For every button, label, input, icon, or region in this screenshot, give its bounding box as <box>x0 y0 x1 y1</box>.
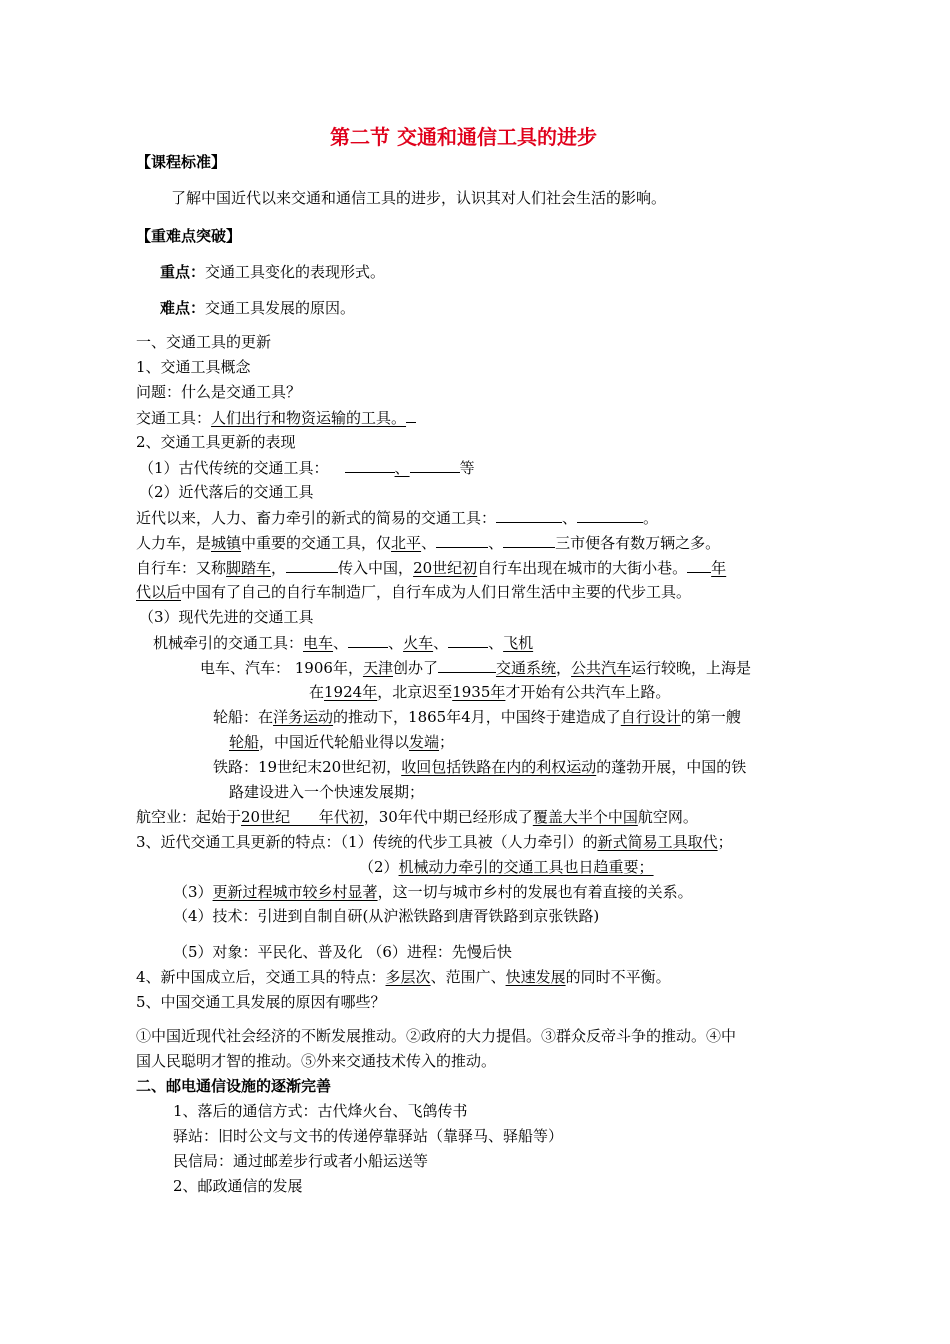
reasons-line-2: 国人民聪明才智的推动。⑤外来交通技术传入的推动。 <box>136 1052 497 1070</box>
tram-line: 电车、汽车： 1906年，天津创办了 交通系统，公共汽车运行较晚，上海是 <box>200 659 752 677</box>
ship-line: 轮船：在洋务运动的推动下，1865年4月，中国终于建造成了自行设计的第一艘 <box>213 708 741 726</box>
modern-simple-line: 近代以来，人力、畜力牵引的新式的简易的交通工具： 、 。 <box>136 509 659 527</box>
fill-blank[interactable] <box>410 457 460 473</box>
comm-line-1: 1、落后的通信方式：古代烽火台、飞鸽传书 <box>173 1102 468 1120</box>
fill-blank[interactable] <box>577 507 643 523</box>
railway-line-2: 路建设进入一个快速发展期； <box>229 783 425 801</box>
sub-heading: （3）现代先进的交通工具 <box>139 608 314 626</box>
comm-line-3: 民信局：通过邮差步行或者小船运送等 <box>173 1152 429 1170</box>
sub-heading: 1、交通工具概念 <box>136 358 251 376</box>
rickshaw-line: 人力车，是城镇中重要的交通工具，仅北平、 、 三市便各有数万辆之多。 <box>136 534 721 552</box>
railway-line: 铁路：19世纪末20世纪初，收回包括铁路在内的利权运动的蓬勃开展，中国的铁 <box>213 758 747 776</box>
curriculum-heading: 【课程标准】 <box>136 153 227 171</box>
question-line: 问题：什么是交通工具？ <box>136 383 302 401</box>
new-china-line: 4、新中国成立后，交通工具的特点：多层次、范围广、快速发展的同时不平衡。 <box>136 968 671 986</box>
fill-blank[interactable] <box>286 557 338 573</box>
tram-line-2: 在1924年，北京迟至1935年才开始有公共汽车上路。 <box>309 683 671 701</box>
bicycle-line-2: 代以后中国有了自己的自行车制造厂，自行车成为人们日常生活中主要的代步工具。 <box>136 583 692 601</box>
fill-blank[interactable] <box>496 507 562 523</box>
fill-blank[interactable] <box>687 557 711 573</box>
curriculum-text: 了解中国近代以来交通和通信工具的进步，认识其对人们社会生活的影响。 <box>171 189 667 207</box>
sub-heading: 2、交通工具更新的表现 <box>136 433 296 451</box>
fill-blank[interactable] <box>406 407 416 423</box>
fill-blank[interactable] <box>503 532 555 548</box>
fill-blank[interactable] <box>345 457 395 473</box>
section2-heading: 二、邮电通信设施的逐渐完善 <box>136 1077 332 1095</box>
features-line-5: （5）对象：平民化、普及化 （6）进程：先慢后快 <box>173 943 512 961</box>
key-point: 重点：交通工具变化的表现形式。 <box>160 263 386 281</box>
bicycle-line: 自行车：又称脚踏车， 传入中国，20世纪初自行车出现在城市的大街小巷。 年 <box>136 559 727 577</box>
difficult-point: 难点：交通工具发展的原因。 <box>160 299 356 317</box>
comm-line-2: 驿站：旧时公文与文书的传递停靠驿站（靠驿马、驿船等） <box>173 1127 564 1145</box>
sub-heading: （2）近代落后的交通工具 <box>139 483 314 501</box>
reasons-line-1: ①中国近现代社会经济的不断发展推动。②政府的大力提倡。③群众反帝斗争的推动。④中 <box>136 1027 737 1045</box>
page-title: 第二节 交通和通信工具的进步 <box>330 125 597 149</box>
mechanical-line: 机械牵引的交通工具：电车、 、火车、 、飞机 <box>153 634 534 652</box>
section1-heading: 一、交通工具的更新 <box>136 333 272 351</box>
features-line-3: （3）更新过程城市较乡村显著，这一切与城市乡村的发展也有着直接的关系。 <box>173 883 693 901</box>
aviation-line: 航空业：起始于20世纪 年代初，30年代中期已经形成了覆盖大半个中国航空网。 <box>136 808 698 826</box>
definition-line: 交通工具：人们出行和物资运输的工具。 <box>136 407 416 428</box>
features-line-4: （4）技术：引进到自制自研(从沪淞铁路到唐胥铁路到京张铁路) <box>173 907 600 925</box>
reasons-question: 5、中国交通工具发展的原因有哪些？ <box>136 993 386 1011</box>
fill-blank[interactable] <box>348 632 388 648</box>
features-line-2: （2）机械动力牵引的交通工具也日趋重要； <box>359 858 654 876</box>
ship-line-2: 轮船，中国近代轮船业得以发端； <box>229 733 455 751</box>
comm-line-4: 2、邮政通信的发展 <box>173 1177 303 1195</box>
fill-blank[interactable] <box>436 532 488 548</box>
keypoints-heading: 【重难点突破】 <box>136 227 242 245</box>
features-line: 3、近代交通工具更新的特点：（1）传统的代步工具被（人力牵引）的新式简易工具取代； <box>136 833 733 851</box>
fill-blank[interactable] <box>438 657 496 673</box>
fill-blank[interactable] <box>448 632 488 648</box>
ancient-tools-line: （1）古代传统的交通工具： 、 等 <box>139 459 475 477</box>
